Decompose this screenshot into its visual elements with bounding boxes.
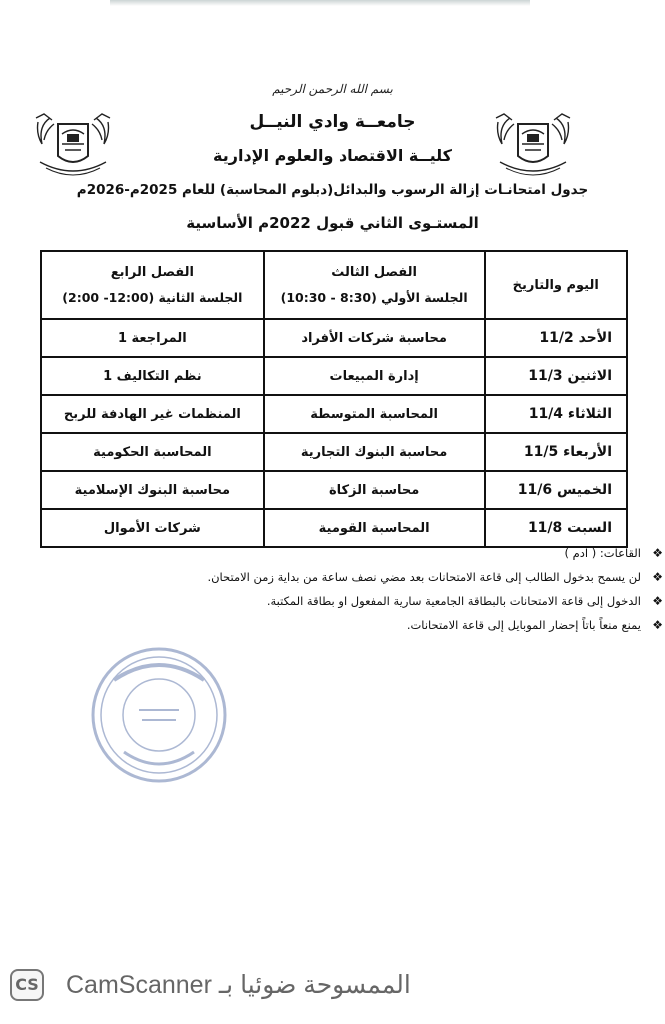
day-cell: الثلاثاء 11/4 [485,395,628,433]
semester-3-cell: محاسبة البنوك التجارية [264,433,485,471]
note-text: القاعات: ( آدم ) [564,546,641,560]
diamond-bullet-icon: ❖ [652,546,663,560]
table-row [41,509,627,547]
diamond-bullet-icon: ❖ [652,570,663,584]
note-text: الدخول إلى قاعة الامتحانات بالبطاقة الجامعية سارية المفعول او بطاقة المكتبة. [266,594,641,608]
university-stamp-icon [84,640,234,790]
semester-4-cell: شركات الأموال [41,509,264,547]
semester-3-cell: إدارة المبيعات [264,357,485,395]
day-cell: الأحد 11/2 [485,319,628,357]
day-cell: الاثنين 11/3 [485,357,628,395]
notes-list [70,544,665,640]
camscanner-logo-icon: CS [10,969,44,1001]
camscanner-text: الممسوحة ضوئيا بـ CamScanner [66,971,411,999]
semester-4-cell: المحاسبة الحكومية [41,433,264,471]
semester-4-cell: المراجعة 1 [41,319,264,357]
semester-3-session: الجلسة الأولي (8:30 - 10:30) [280,290,468,305]
note-item [70,592,665,616]
level-title: المستـوى الثاني قبول 2022م الأساسية [186,214,479,232]
table-header-row [41,251,627,319]
note-item [70,616,665,640]
camscanner-footer [0,962,665,1008]
header-day-date: اليوم والتاريخ [485,251,628,319]
diamond-bullet-icon: ❖ [652,594,663,608]
exam-schedule-table [40,250,628,548]
table-row [41,357,627,395]
table-row [41,319,627,357]
university-name: جامعــة وادي النيــل [249,112,416,132]
header-semester-4 [41,251,264,319]
day-cell: الخميس 11/6 [485,471,628,509]
header-semester-3 [264,251,485,319]
semester-4-cell: نظم التكاليف 1 [41,357,264,395]
semester-3-cell: محاسبة الزكاة [264,471,485,509]
note-item [70,568,665,592]
semester-3-cell: محاسبة شركات الأفراد [264,319,485,357]
semester-3-cell: المحاسبة المتوسطة [264,395,485,433]
note-text: يمنع منعاً باتاً إحضار الموبايل إلى قاعة الامتحانات. [406,618,641,632]
table-row [41,471,627,509]
semester-4-session: الجلسة الثانية (12:00- 2:00) [62,290,243,305]
day-cell: الأربعاء 11/5 [485,433,628,471]
semester-4-cell: المنظمات غير الهادفة للربح [41,395,264,433]
diamond-bullet-icon: ❖ [652,618,663,632]
semester-4-cell: محاسبة البنوك الإسلامية [41,471,264,509]
bismillah: بسم الله الرحمن الرحيم [272,82,393,96]
table-row [41,433,627,471]
top-edge [110,0,530,6]
semester-3-title: الفصل الثالث [331,265,418,280]
note-item [70,544,665,568]
semester-3-cell: المحاسبة القومية [264,509,485,547]
note-text: لن يسمح بدخول الطالب إلى قاعة الامتحانات بعد مضي نصف ساعة من بداية زمن الامتحان. [207,570,641,584]
semester-4-title: الفصل الرابع [110,265,194,280]
college-name: كليــة الاقتصاد والعلوم الإدارية [213,146,452,165]
table-row [41,395,627,433]
schedule-title: جدول امتحانـات إزالة الرسوب والبدائل(دبلوم المحاسبة) للعام 2025م-2026م [76,182,589,198]
day-cell: السبت 11/8 [485,509,628,547]
